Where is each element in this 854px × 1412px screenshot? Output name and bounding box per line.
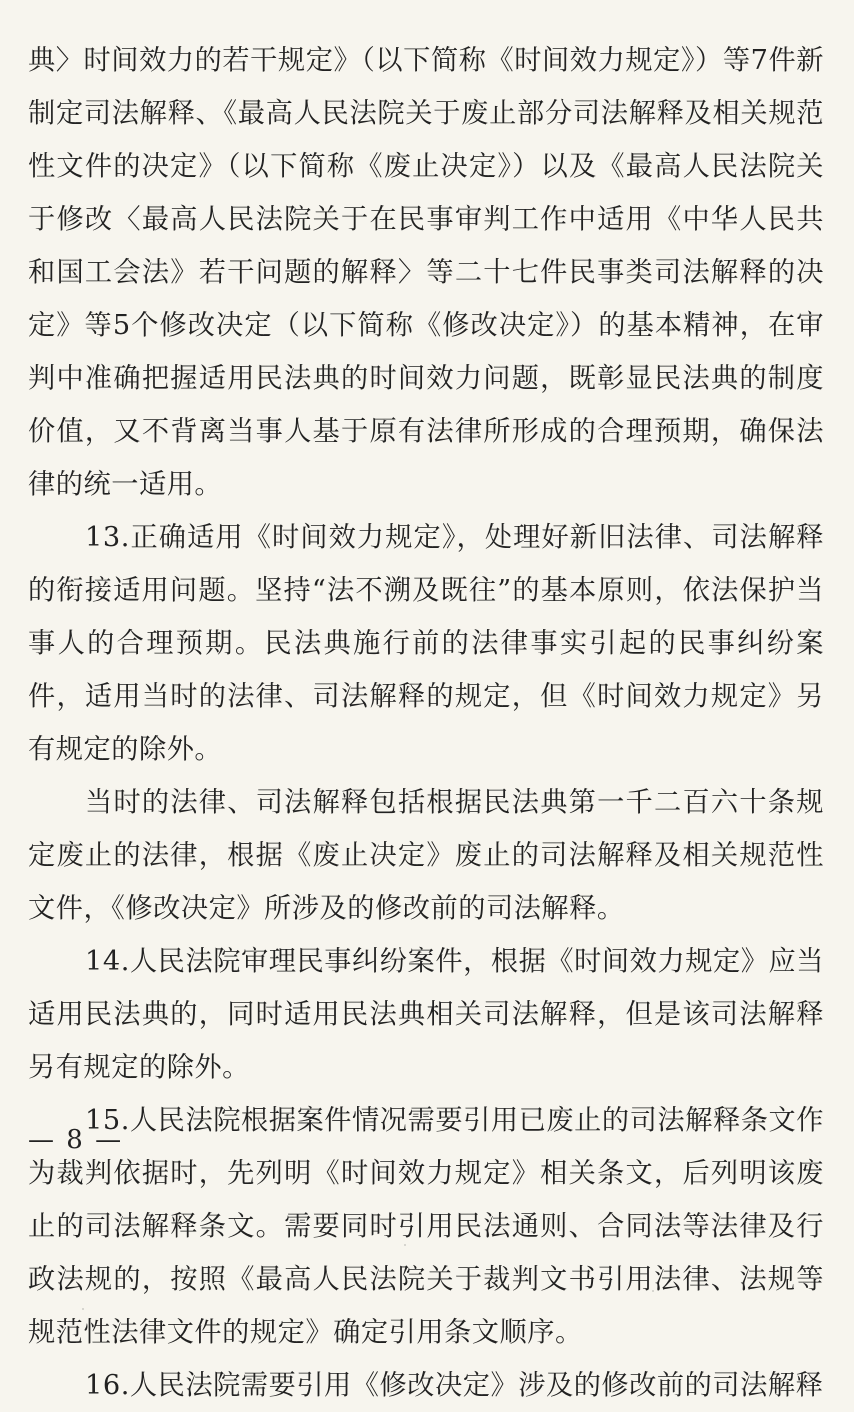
text-line: 件，《修改决定》所涉及的修改前的司法解释。 xyxy=(55,893,625,924)
text-line: 法规的，按照《最高人民法院关于裁判文书引用法律、法规等规范 xyxy=(28,1264,824,1348)
text-line: 法》若干问题的解释〉等二十七件民事类司法解释的决定》等5个 xyxy=(28,257,825,341)
text-line: 适用当时的法律、司法解释的规定，但《时间效力规定》另有规定的 xyxy=(28,681,824,765)
text-line: 定司法解释、《最高人民法院关于废止部分司法解释及相关规范性 xyxy=(28,98,824,182)
text-line: 当事人基于原有法律所形成的合理预期，确保法律的统一适用。 xyxy=(28,416,824,500)
scan-speck xyxy=(82,1308,84,1310)
text-line: 14.人民法院审理民事纠纷案件，根据《时间效力规定》应当适 xyxy=(28,946,824,1030)
text-line: 15.人民法院根据案件情况需要引用已废止的司法解释条文 xyxy=(85,1105,797,1136)
text-line: 16.人民法院需要引用《修改决定》涉及的修改前的司法解释 xyxy=(85,1370,824,1401)
text-line: 13.正确适用《时间效力规定》，处理好新旧法律、司法解释的 xyxy=(28,522,824,606)
scan-speck xyxy=(652,1290,654,1292)
text-line: 的司法解释条文。需要同时引用民法通则、合同法等法律及行政 xyxy=(28,1211,824,1295)
text-line: 〈最高人民法院关于在民事审判工作中适用《中华人民共和国工会 xyxy=(28,204,824,288)
text-line: 定废止的法律，根据《废止决定》废止的司法解释及相关规范性文 xyxy=(28,840,824,924)
paragraph-item-14 xyxy=(28,935,824,1094)
text-line: 除外。 xyxy=(138,734,223,765)
text-line: 规定的除外。 xyxy=(83,1052,250,1083)
text-line: 文件的决定》（以下简称《废止决定》）以及《最高人民法院关于修改 xyxy=(28,151,824,235)
text-line: 作为裁判依据时，先列明《时间效力规定》相关条文，后列明该废止 xyxy=(28,1105,824,1242)
text-line: 衔接适用问题。坚持“法不溯及既往”的基本原则，依法保护当事 xyxy=(28,575,824,659)
text-line: 用民法典的，同时适用民法典相关司法解释，但是该司法解释另有 xyxy=(28,999,824,1083)
text-line: 当时的法律、司法解释包括根据民法典第一千二百六十条规 xyxy=(85,787,824,818)
text-line: 典〉时间效力的若干规定》（以下简称《时间效力规定》）等7件新制 xyxy=(28,45,824,129)
text-line: 性法律文件的规定》确定引用条文顺序。 xyxy=(83,1317,583,1348)
text-line: 人的合理预期。民法典施行前的法律事实引起的民事纠纷案件， xyxy=(28,628,824,712)
page-number: — 8 — xyxy=(28,1125,124,1155)
document-body xyxy=(28,34,824,1412)
paragraph-item-13-explanation xyxy=(28,776,824,935)
paragraph-item-16 xyxy=(28,1359,824,1412)
paragraph-continuation xyxy=(28,34,824,511)
paragraph-item-15 xyxy=(28,1094,824,1359)
paragraph-item-13 xyxy=(28,511,824,776)
text-line: 修改决定（以下简称《修改决定》）的基本精神，在审判中准确把握 xyxy=(28,310,824,394)
scan-speck xyxy=(404,1244,406,1246)
text-line: 适用民法典的时间效力问题，既彰显民法典的制度价值，又不背离 xyxy=(28,363,824,447)
